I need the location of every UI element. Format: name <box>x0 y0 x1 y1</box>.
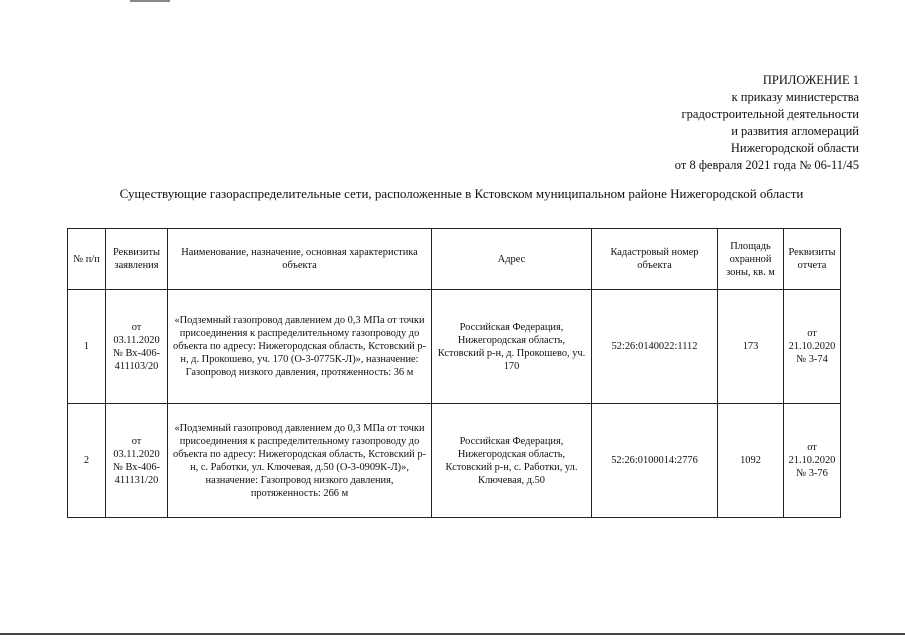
header-request: Реквизиты заявления <box>106 229 168 290</box>
header-area: Площадь охранной зоны, кв. м <box>718 229 784 290</box>
cell-number: 2 <box>68 404 106 518</box>
cell-area: 173 <box>718 290 784 404</box>
cell-request: от 03.11.2020 № Вх-406-411103/20 <box>106 290 168 404</box>
gas-networks-table <box>67 228 841 518</box>
annex-block <box>675 72 859 174</box>
cell-number: 1 <box>68 290 106 404</box>
header-number: № п/п <box>68 229 106 290</box>
header-description: Наименование, назначение, основная характеристика объекта <box>168 229 432 290</box>
cell-address: Российская Федерация, Нижегородская область, Кстовский р-н, д. Прокошево, уч. 170 <box>432 290 592 404</box>
annex-title: ПРИЛОЖЕНИЕ 1 <box>762 73 859 87</box>
page-bottom-edge <box>0 633 905 635</box>
annex-line: к приказу министерства <box>731 90 859 104</box>
cell-request: от 03.11.2020 № Вх-406-411131/20 <box>106 404 168 518</box>
table-row <box>68 404 841 518</box>
header-cadastral: Кадастровый номер объекта <box>592 229 718 290</box>
cell-cadastral: 52:26:0140022:1112 <box>592 290 718 404</box>
table-header-row <box>68 229 841 290</box>
cell-address: Российская Федерация, Нижегородская область, Кстовский р-н, с. Работки, ул. Ключевая, д.50 <box>432 404 592 518</box>
cell-description: «Подземный газопровод давлением до 0,3 МПа от точки присоединения к распределительному газопроводу до объекта по адресу: Нижегородская область, Кстовский р-н, с. Работки, ул. Ключевая, д.50 (О-3-0909К-Л)», назначение: Газопровод низкого давления, протяженность: 266 м <box>168 404 432 518</box>
cell-report: от 21.10.2020 № 3-74 <box>784 290 841 404</box>
annex-line: Нижегородской области <box>730 141 859 155</box>
header-report: Реквизиты отчета <box>784 229 841 290</box>
header-address: Адрес <box>432 229 592 290</box>
cell-area: 1092 <box>718 404 784 518</box>
annex-line: и развития агломераций <box>731 124 859 138</box>
table-row <box>68 290 841 404</box>
cell-report: от 21.10.2020 № 3-76 <box>784 404 841 518</box>
annex-line: градостроительной деятельности <box>681 107 859 121</box>
cell-description: «Подземный газопровод давлением до 0,3 МПа от точки присоединения к распределительному газопроводу до объекта по адресу: Нижегородская область, Кстовский р-н, д. Прокошево, уч. 170 (О-3-0775К-Л)», назначение: Газопровод низкого давления, протяженность: 36 м <box>168 290 432 404</box>
cell-cadastral: 52:26:0100014:2776 <box>592 404 718 518</box>
scan-mark <box>130 0 170 2</box>
annex-order-date: от 8 февраля 2021 года № 06-11/45 <box>674 158 859 172</box>
document-title: Существующие газораспределительные сети, расположенные в Кстовском муниципальном районе Нижегородской области <box>119 186 804 201</box>
